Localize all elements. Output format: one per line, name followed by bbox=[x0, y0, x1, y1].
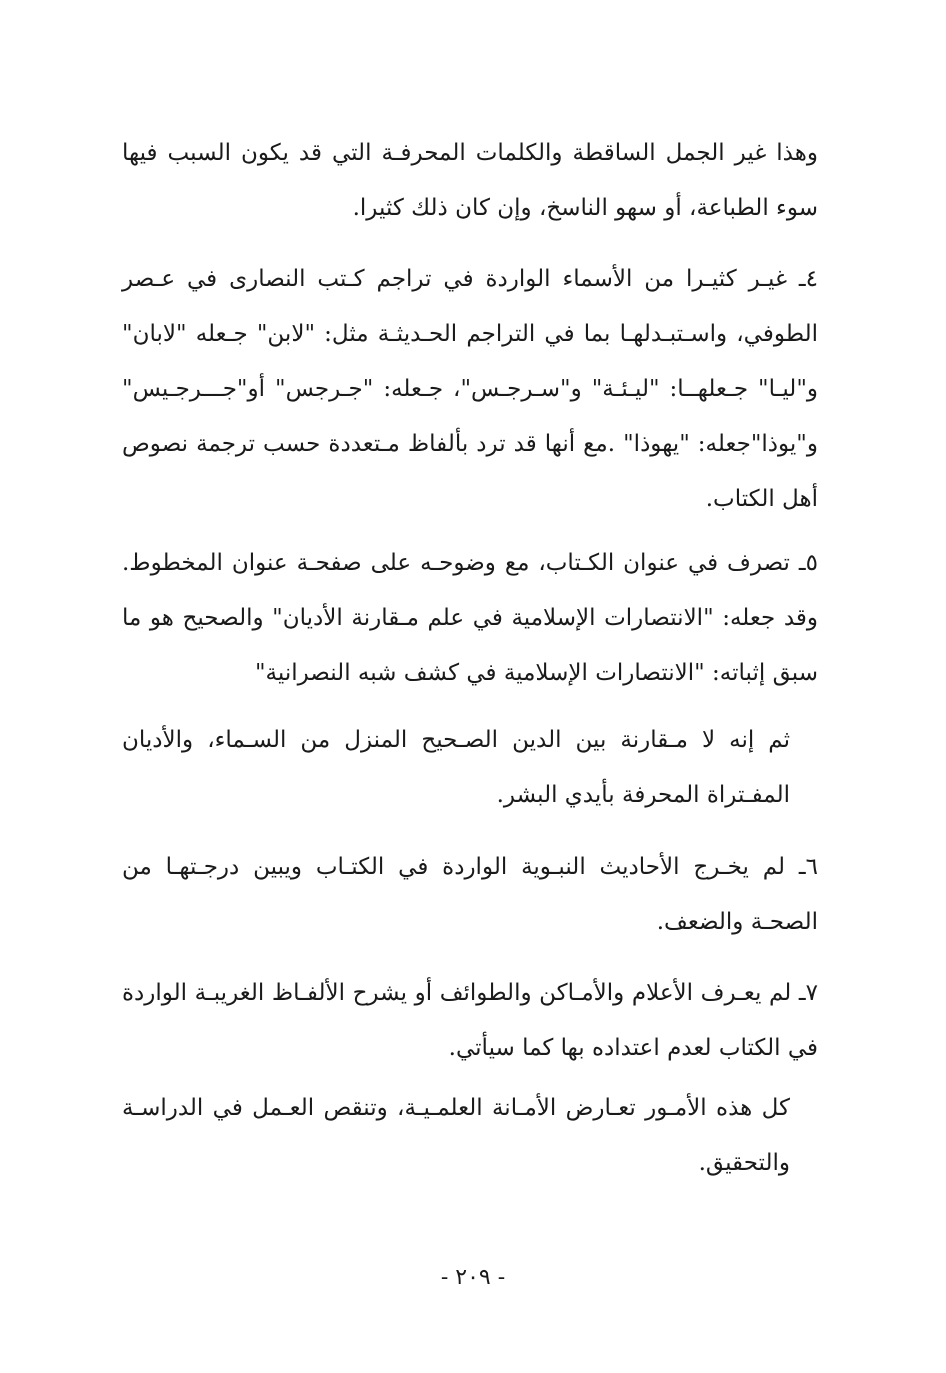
list-item-6: ٦ـ لم يخـرج الأحاديث النبـوية الواردة في الكتـاب ويبين درجـتهـا من الصحـة والضعف. bbox=[122, 854, 818, 935]
paragraph-closing: كل هذه الأمـور تعـارض الأمـانة العلمـيـة، وتنقص العـمل في الدراسـة والتحقيق. bbox=[122, 1095, 790, 1176]
list-item-5: ٥ـ تصرف في عنوان الكـتاب، مع وضوحـه على صفحـة عنوان المخطوط. وقد جعله: "الانتصارات الإسلامية في علم مـقارنة الأديان" والصحيح هو ما سبق إثباته: "الانتصارات الإسلامية في كشف شبه النصرانية" bbox=[122, 550, 818, 686]
paragraph-item5-continuation: ثم إنه لا مـقارنة بين الدين الصـحيح المنزل من السـماء، والأديان المفـتراة المحرفة بأيدي البشر. bbox=[122, 727, 790, 808]
paragraph-intro: وهذا غير الجمل الساقطة والكلمات المحرفـة التي قد يكون السبب فيها سوء الطباعة، أو سهو الناسخ، وإن كان ذلك كثيرا. bbox=[122, 140, 818, 221]
list-item-7: ٧ـ لم يعـرف الأعلام والأمـاكن والطوائف أو يشرح الألفـاظ الغريبـة الواردة في الكتاب لعدم اعتداده بها كما سيأتي. bbox=[122, 980, 818, 1061]
list-item-4: ٤ـ غيـر كثيـرا من الأسماء الواردة في تراجم كـتب النصارى في عـصر الطوفي، واسـتبـدلهـا بما في التراجم الحـديثـة مثل: "لابن" جـعله "لابان" و"ليـا" جـعلهــا: "ليـئـة" و"سـرجـس"، جـعله: "جـرجس" أو"جـــرجـيس" و"يوذا"جعله: "يهوذا" .مع أنها قد ترد بألفاظ مـتعددة حسب ترجمة نصوص أهل الكتاب. bbox=[122, 266, 818, 512]
page-number: - ٢٠٩ - bbox=[440, 1265, 506, 1290]
